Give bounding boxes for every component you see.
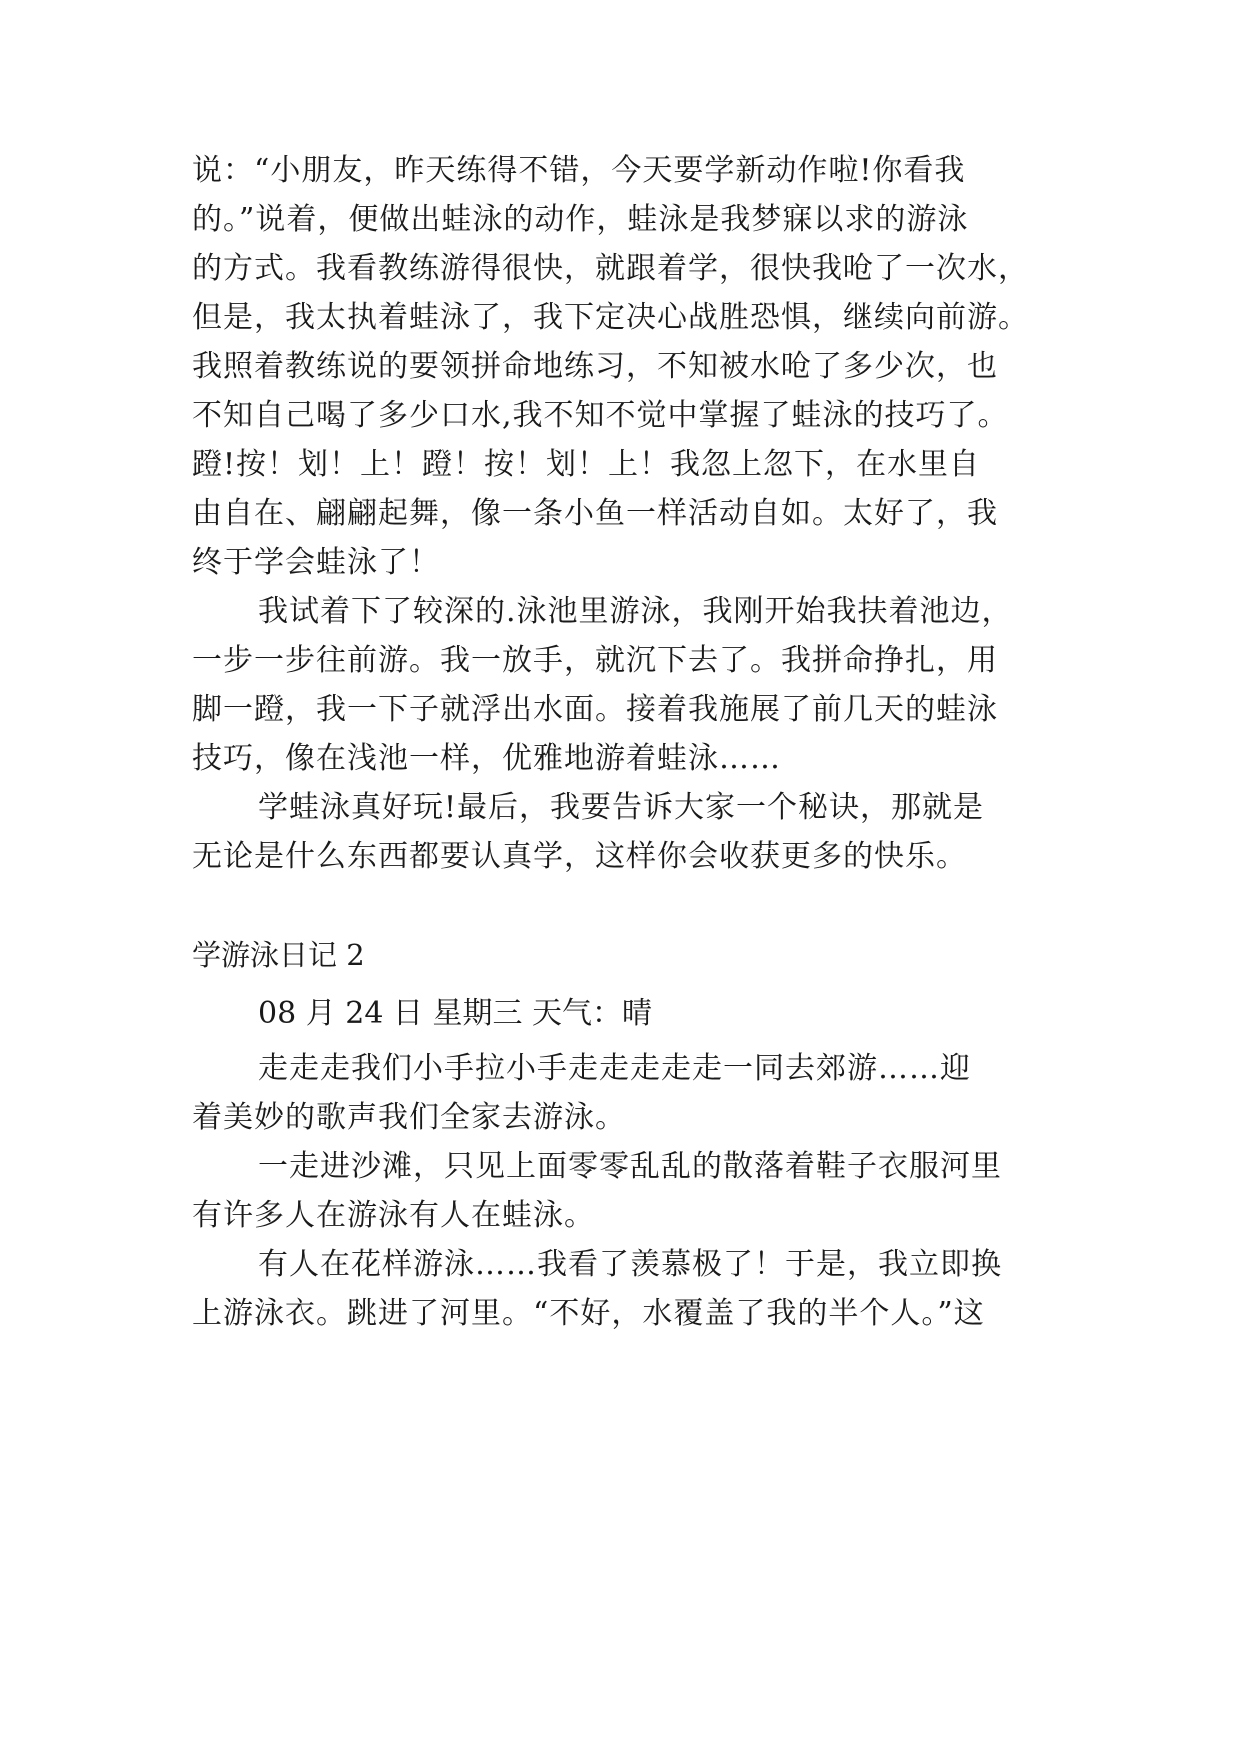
text-line: 脚一蹬，我一下子就浮出水面。接着我施展了前几天的蛙泳: [192, 692, 998, 727]
text-line: 的。”说着，便做出蛙泳的动作，蛙泳是我梦寐以求的游泳: [192, 202, 969, 237]
text-line: 一走进沙滩，只见上面零零乱乱的散落着鞋子衣服河里: [258, 1149, 1002, 1184]
text-line: 技巧，像在浅池一样，优雅地游着蛙泳……: [192, 741, 781, 776]
text-line: 但是，我太执着蛙泳了，我下定决心战胜恐惧，继续向前游。: [192, 300, 1029, 335]
text-line: 学蛙泳真好玩!最后，我要告诉大家一个秘诀，那就是: [258, 790, 985, 825]
text-line: 蹬!按！划！上！蹬！按！划！上！我忽上忽下，在水里自: [192, 447, 981, 482]
text-line: 我照着教练说的要领拼命地练习，不知被水呛了多少次，也: [192, 349, 998, 384]
section-title: 学游泳日记 2: [192, 938, 365, 972]
text-line: 有人在花样游泳……我看了羡慕极了！于是，我立即换: [258, 1247, 1002, 1282]
text-line: 终于学会蛙泳了！: [192, 545, 440, 580]
text-line: 无论是什么东西都要认真学，这样你会收获更多的快乐。: [192, 839, 967, 874]
text-line: 我试着下了较深的.泳池里游泳，我刚开始我扶着池边，: [258, 594, 1013, 629]
text-line: 有许多人在游泳有人在蛙泳。: [192, 1198, 595, 1233]
text-line: 着美妙的歌声我们全家去游泳。: [192, 1100, 626, 1135]
text-line: 的方式。我看教练游得很快，就跟着学，很快我呛了一次水，: [192, 251, 1029, 286]
text-line: 不知自己喝了多少口水,我不知不觉中掌握了蛙泳的技巧了。: [192, 398, 1009, 433]
date-line: 08 月 24 日 星期三 天气：晴: [258, 996, 653, 1031]
text-line: 由自在、翩翩起舞，像一条小鱼一样活动自如。太好了，我: [192, 496, 998, 531]
text-line: 一步一步往前游。我一放手，就沉下去了。我拼命挣扎，用: [192, 643, 998, 678]
text-line: 走走走我们小手拉小手走走走走走一同去郊游……迎: [258, 1051, 971, 1086]
text-line: 说：“小朋友，昨天练得不错，今天要学新动作啦!你看我: [192, 153, 966, 188]
text-line: 上游泳衣。跳进了河里。“不好，水覆盖了我的半个人。”这: [192, 1296, 985, 1331]
